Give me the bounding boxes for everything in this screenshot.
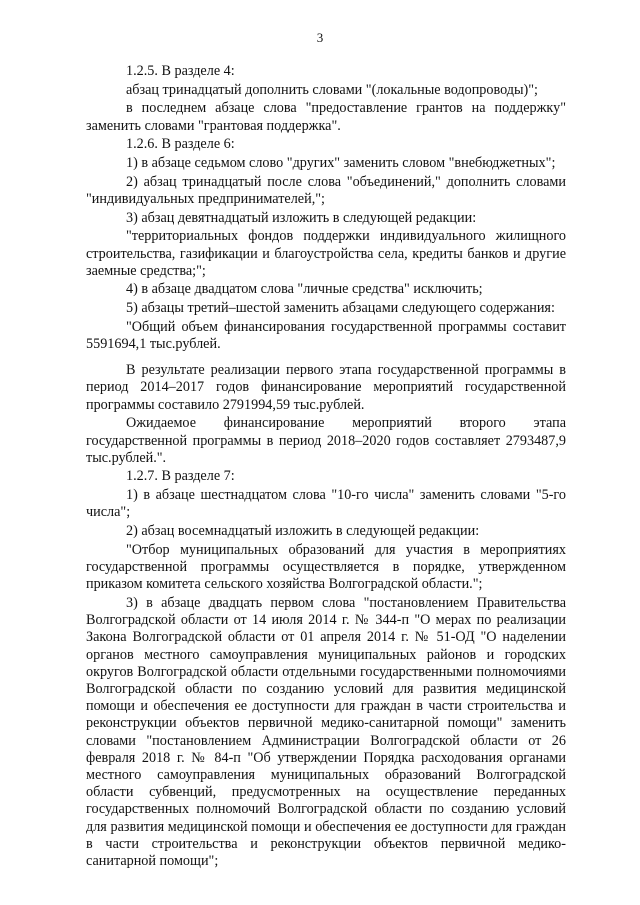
document-paragraph: 3) абзац девятнадцатый изложить в следующей редакции: [126, 209, 477, 226]
document-paragraph: "Отбор муниципальных образований для участия в мероприятиях государственной программы осуществляется в порядке, утвержденном приказом комитета сельского хозяйства Волгоградской области."; [86, 541, 566, 593]
document-paragraph: 1.2.5. В разделе 4: [126, 63, 235, 79]
document-paragraph: 2) абзац восемнадцатый изложить в следующей редакции: [126, 523, 480, 540]
document-paragraph: 1.2.6. В разделе 6: [126, 136, 235, 153]
document-paragraph: Ожидаемое финансирование мероприятий второго этапа государственной программы в период 2018–2020 годов составляет 2793487,9 тыс.рублей.". [86, 415, 566, 466]
document-body [86, 63, 566, 872]
document-paragraph: "Общий объем финансирования государственной программы составит 5591694,1 тыс.рублей. [86, 318, 566, 353]
document-paragraph: абзац тринадцатый дополнить словами "(локальные водопроводы)"; [126, 81, 538, 98]
document-paragraph: 1) в абзаце шестнадцатом слова "10-го числа" заменить словами "5-го числа"; [86, 487, 566, 521]
document-paragraph: 2) абзац тринадцатый после слова "объединений," дополнить словами "индивидуальных предпринимателей,"; [86, 173, 566, 207]
document-paragraph: в последнем абзаце слова "предоставление грантов на поддержку" заменить словами "грантовая поддержка". [86, 100, 566, 134]
document-paragraph: 1) в абзаце седьмом слово "других" заменить словом "внебюджетных"; [126, 155, 556, 172]
document-paragraph: "территориальных фондов поддержки индивидуального жилищного строительства, газификации и благоустройства села, кредиты банков и другие заемные средства;"; [86, 228, 566, 279]
page-number: 3 [316, 30, 324, 45]
document-paragraph: 4) в абзаце двадцатом слова "личные средства" исключить; [126, 281, 483, 298]
document-paragraph: 5) абзацы третий–шестой заменить абзацами следующего содержания: [126, 300, 555, 317]
document-paragraph: 1.2.7. В разделе 7: [126, 468, 235, 485]
document-paragraph: 3) в абзаце двадцать первом слова "постановлением Правительства Волгоградской области от 14 июля 2014 г. № 344-п "О мерах по реализации Закона Волгоградской области от 01 апреля 2014 г. № 51-ОД "О наделении органов местного самоуправления муниципальных районов и городских округов Волгоградской области отдельными государственными полномочиями Волгоградской области по созданию условий для развития медицинской помощи и обеспечения ее доступности для граждан в части строительства и реконструкции объектов первичной медико-санитарной помощи" заменить словами "постановлением Администрации Волгоградской области от 26 февраля 2018 г. № 84-п "Об утверждении Порядка расходования органами местного самоуправления муниципальных образований Волгоградской области субвенций, предусмотренных на осуществление переданных государственных полномочий Волгоградской области по созданию условий для развития медицинской помощи и обеспечения ее доступности для граждан в части строительства и реконструкции объектов первичной медико-санитарной помощи"; [86, 594, 566, 869]
document-paragraph: В результате реализации первого этапа государственной программы в период 2014–2017 годов финансирование мероприятий государственной программы составило 2791994,59 тыс.рублей. [86, 362, 566, 413]
